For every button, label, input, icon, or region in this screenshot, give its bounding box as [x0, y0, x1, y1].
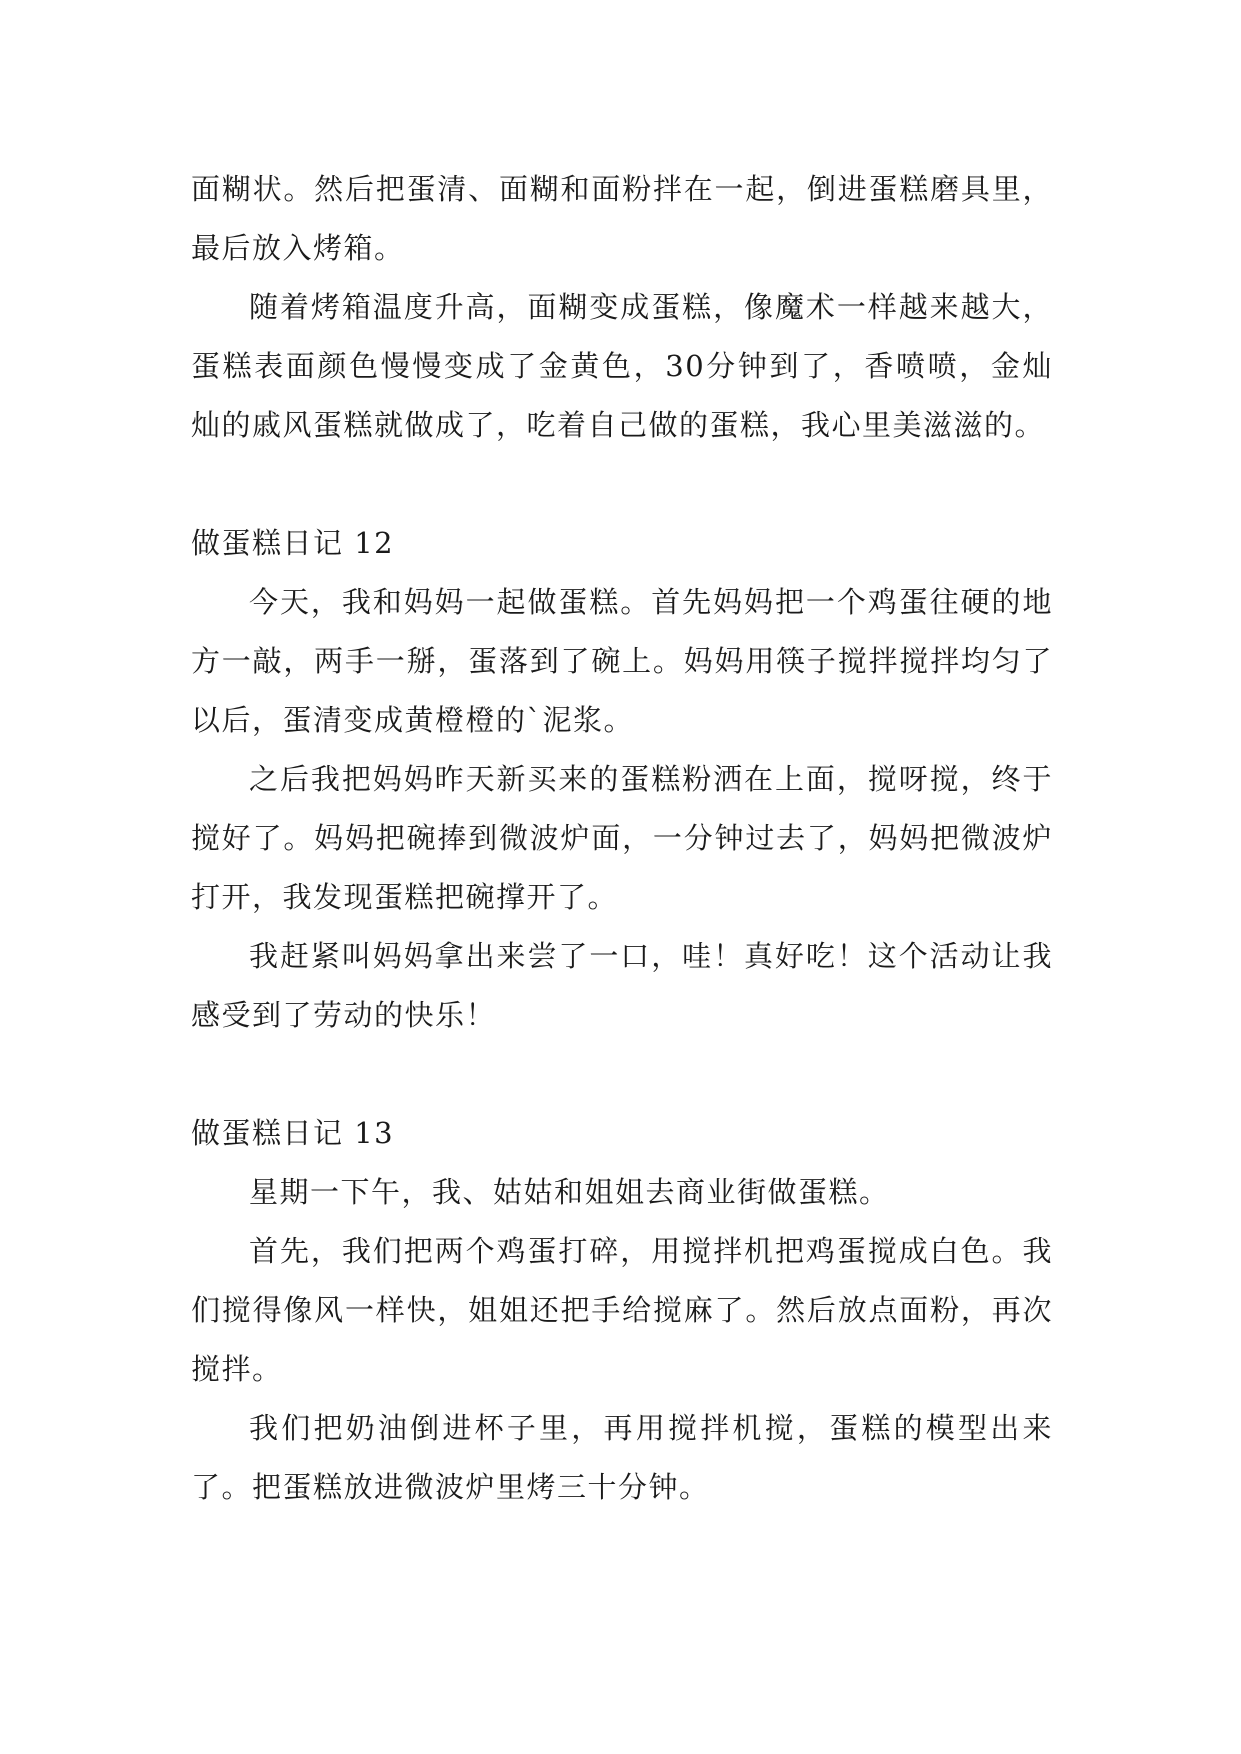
section-gap	[191, 1045, 1053, 1104]
paragraph: 首先，我们把两个鸡蛋打碎，用搅拌机把鸡蛋搅成白色。我们搅得像风一样快，姐姐还把手给搅麻了。然后放点面粉，再次搅拌。	[191, 1234, 1053, 1386]
paragraph: 随着烤箱温度升高，面糊变成蛋糕，像魔术一样越来越大，蛋糕表面颜色慢慢变成了金黄色，30分钟到了，香喷喷，金灿灿的戚风蛋糕就做成了，吃着自己做的蛋糕，我心里美滋滋的。	[191, 290, 1053, 442]
document-body	[191, 160, 1053, 1517]
paragraph: 今天，我和妈妈一起做蛋糕。首先妈妈把一个鸡蛋往硬的地方一敲，两手一掰，蛋落到了碗上。妈妈用筷子搅拌搅拌均匀了以后，蛋清变成黄橙橙的`泥浆。	[191, 585, 1053, 737]
paragraph: 我赶紧叫妈妈拿出来尝了一口，哇！真好吃！这个活动让我感受到了劳动的快乐！	[191, 939, 1053, 1032]
paragraph: 我们把奶油倒进杯子里，再用搅拌机搅，蛋糕的模型出来了。把蛋糕放进微波炉里烤三十分钟。	[191, 1411, 1053, 1504]
section-title: 做蛋糕日记 12	[191, 526, 395, 560]
section-gap	[191, 455, 1053, 514]
paragraph: 之后我把妈妈昨天新买来的蛋糕粉洒在上面，搅呀搅，终于搅好了。妈妈把碗捧到微波炉面，一分钟过去了，妈妈把微波炉打开，我发现蛋糕把碗撑开了。	[191, 762, 1053, 914]
paragraph-continuation: 面糊状。然后把蛋清、面糊和面粉拌在一起，倒进蛋糕磨具里，最后放入烤箱。	[191, 172, 1053, 265]
section-title: 做蛋糕日记 13	[191, 1116, 395, 1150]
paragraph: 星期一下午，我、姑姑和姐姐去商业街做蛋糕。	[249, 1175, 890, 1209]
